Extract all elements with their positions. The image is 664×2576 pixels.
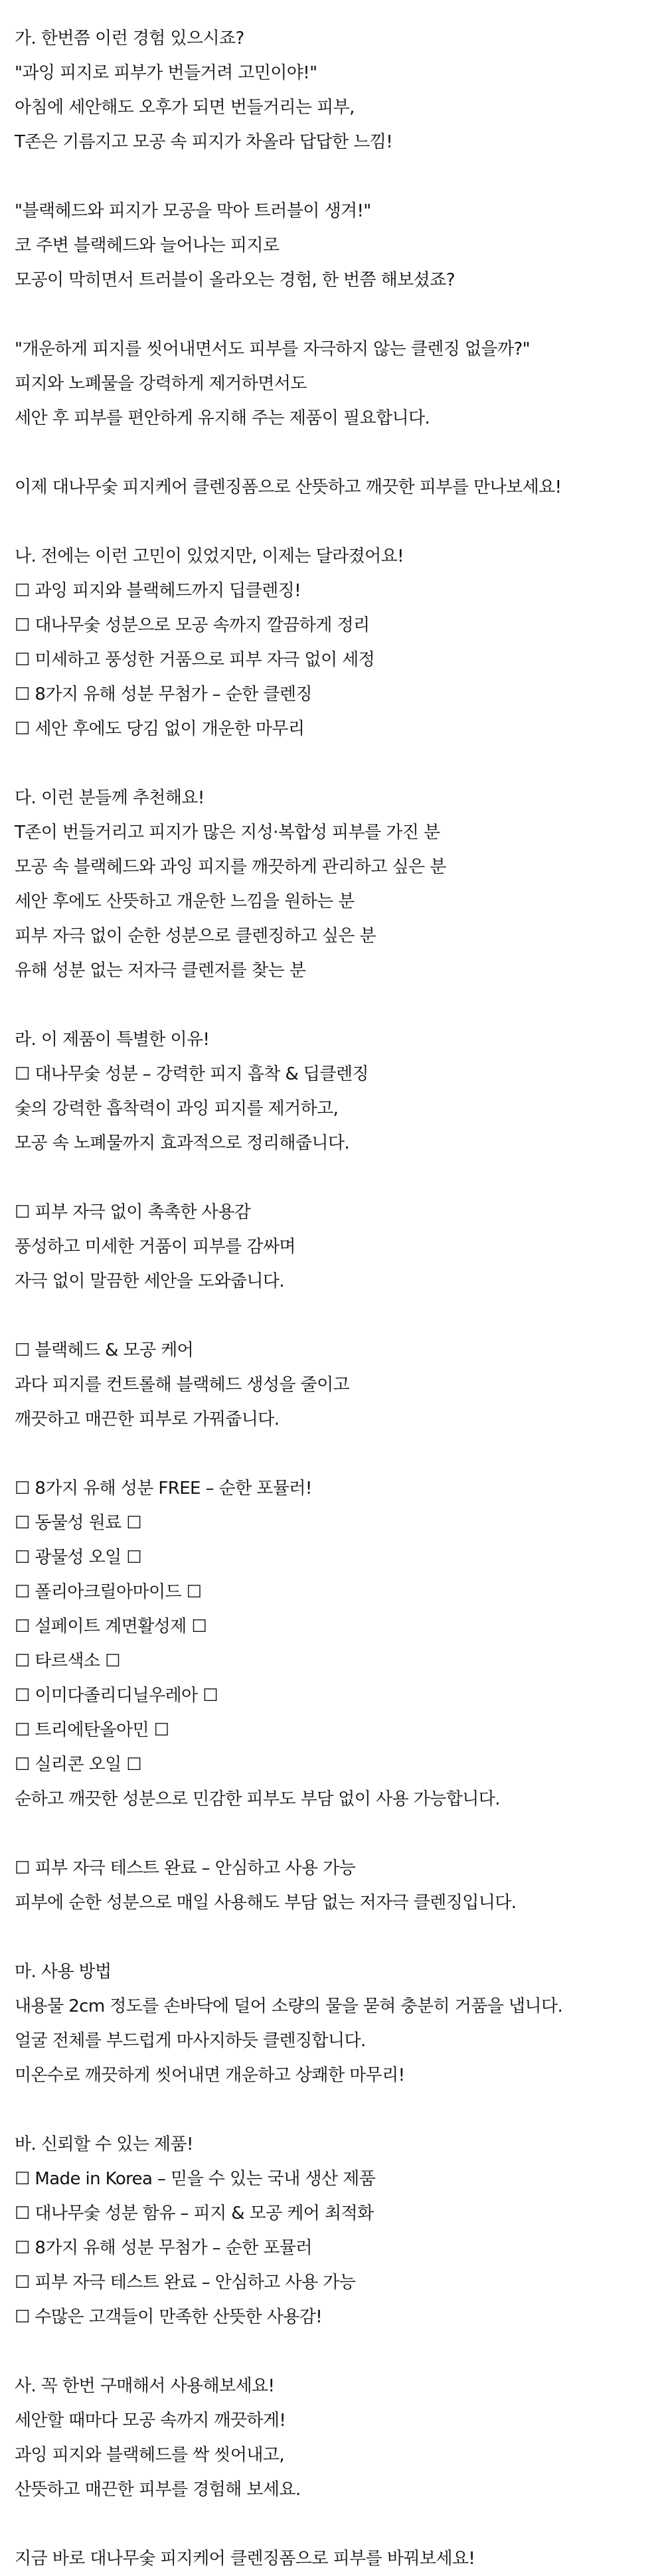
section-blackhead-concern [15,194,649,297]
text-line: 모공 속 노폐물까지 효과적으로 정리해줍니다. [15,1133,350,1153]
ingredient-item: ☐ 실리콘 오일 ☐ [15,1755,141,1775]
spacer [15,297,649,332]
checkbox-item: ☐ 블랙헤드 & 모공 케어 [15,1340,194,1360]
section-heading: 나. 전에는 이런 고민이 있었지만, 이제는 달라졌어요! [15,546,404,566]
checkbox-item: ☐ 미세하고 풍성한 거품으로 피부 자극 없이 세정 [15,650,375,670]
ingredient-item: ☐ 설페이트 계면활성제 ☐ [15,1617,207,1637]
text-line: 피부에 순한 성분으로 매일 사용해도 부담 없는 저자극 클렌징입니다. [15,1893,517,1913]
closing-line: 지금 바로 대나무숯 피지케어 클렌징폼으로 피부를 바꿔보세요! [15,2549,475,2569]
checkbox-item: ☐ 8가지 유해 성분 FREE – 순한 포뮬러! [15,1479,312,1498]
section-gentle-feel [15,1195,649,1299]
spacer [15,746,649,781]
text-line: 숯의 강력한 흡착력이 과잉 피지를 제거하고, [15,1099,339,1119]
section-harmful-free [15,1471,649,1816]
checkbox-item: ☐ 8가지 유해 성분 무첨가 – 순한 클렌징 [15,684,312,704]
section-pore-care [15,1333,649,1437]
section-heading: 바. 신뢰할 수 있는 제품! [15,2134,193,2154]
section-closing [15,2541,649,2576]
section-heading: 다. 이런 분들께 추천해요! [15,788,205,808]
spacer [15,1920,649,1955]
section-heading: 마. 사용 방법 [15,1962,112,1982]
text-line: 세안 후 피부를 편안하게 유지해 주는 제품이 필요합니다. [15,408,430,428]
spacer [15,2507,649,2541]
quote-line: "블랙헤드와 피지가 모공을 막아 트러블이 생겨!" [15,201,371,221]
text-line: 모공이 막히면서 트러블이 올라오는 경험, 한 번쯤 해보셨죠? [15,270,455,290]
section-skin-test [15,1851,649,1920]
section-intro-cta [15,470,649,505]
text-line: 세안할 때마다 모공 속까지 깨끗하게! [15,2411,286,2431]
text-line: 모공 속 블랙헤드와 과잉 피지를 깨끗하게 관리하고 싶은 분 [15,857,446,877]
checkbox-item: ☐ Made in Korea – 믿을 수 있는 국내 생산 제품 [15,2169,376,2189]
text-line: 산뜻하고 매끈한 피부를 경험해 보세요. [15,2480,301,2500]
ingredient-item: ☐ 트리에탄올아민 ☐ [15,1720,169,1740]
text-line: 풍성하고 미세한 거품이 피부를 감싸며 [15,1237,295,1257]
text-line: T존이 번들거리고 피지가 많은 지성·복합성 피부를 가진 분 [15,823,440,843]
section-experience [15,21,649,159]
spacer [15,1161,649,1195]
checkbox-item: ☐ 과잉 피지와 블랙헤드까지 딥클렌징! [15,581,301,601]
spacer [15,1437,649,1471]
ingredient-item: ☐ 동물성 원료 ☐ [15,1513,141,1533]
checkbox-item: ☐ 피부 자극 없이 촉촉한 사용감 [15,1202,251,1222]
ingredient-item: ☐ 이미다졸리디닐우레아 ☐ [15,1686,218,1706]
section-gentle-cleansing-concern [15,332,649,436]
checkbox-item: ☐ 세안 후에도 당김 없이 개운한 마무리 [15,719,305,739]
ingredient-item: ☐ 광물성 오일 ☐ [15,1548,141,1568]
text-line: 자극 없이 말끔한 세안을 도와줍니다. [15,1271,285,1291]
section-heading: 사. 꼭 한번 구매해서 사용해보세요! [15,2376,275,2396]
section-heading: 라. 이 제품이 특별한 이유! [15,1030,210,1050]
spacer [15,2334,649,2369]
quote-line: "과잉 피지로 피부가 번들거려 고민이야!" [15,63,317,83]
text-line: 미온수로 깨끗하게 씻어내면 개운하고 상쾌한 마무리! [15,2065,405,2085]
spacer [15,436,649,470]
spacer [15,1816,649,1851]
text-line: T존은 기름지고 모공 속 피지가 차올라 답답한 느낌! [15,132,393,152]
spacer [15,1299,649,1333]
text-line: 내용물 2cm 정도를 손바닥에 덜어 소량의 물을 묻혀 충분히 거품을 냅니다. [15,1996,563,2016]
text-line: 과잉 피지와 블랙헤드를 싹 씻어내고, [15,2445,285,2465]
checkbox-item: ☐ 피부 자극 테스트 완료 – 안심하고 사용 가능 [15,1858,356,1878]
section-how-to-use [15,1955,649,2093]
checkbox-item: ☐ 대나무숯 성분 – 강력한 피지 흡착 & 딥클렌징 [15,1064,369,1084]
text-line: 피부 자극 없이 순한 성분으로 클렌징하고 싶은 분 [15,926,376,946]
section-trust [15,2127,649,2334]
section-recommended-for [15,781,649,988]
text-line: 코 주변 블랙헤드와 늘어나는 피지로 [15,236,280,256]
section-heading: 가. 한번쯤 이런 경험 있으시죠? [15,29,244,48]
checkbox-item: ☐ 피부 자극 테스트 완료 – 안심하고 사용 가능 [15,2273,356,2293]
text-line: 세안 후에도 산뜻하고 개운한 느낌을 원하는 분 [15,892,355,912]
checkbox-item: ☐ 8가지 유해 성분 무첨가 – 순한 포뮬러 [15,2238,312,2258]
spacer [15,988,649,1022]
checkbox-item: ☐ 대나무숯 성분 함유 – 피지 & 모공 케어 최적화 [15,2204,374,2223]
text-line: 깨끗하고 매끈한 피부로 가꿔줍니다. [15,1409,280,1429]
section-before-after [15,539,649,746]
section-buy-recommendation [15,2369,649,2507]
text-line: 순하고 깨끗한 성분으로 민감한 피부도 부담 없이 사용 가능합니다. [15,1789,500,1809]
ingredient-item: ☐ 폴리아크릴아마이드 ☐ [15,1582,202,1602]
spacer [15,159,649,194]
text-line: 피지와 노폐물을 강력하게 제거하면서도 [15,374,307,394]
quote-line: "개운하게 피지를 씻어내면서도 피부를 자극하지 않는 클렌징 없을까?" [15,339,531,359]
checkbox-item: ☐ 대나무숯 성분으로 모공 속까지 깔끔하게 정리 [15,615,370,635]
spacer [15,505,649,539]
text-line: 아침에 세안해도 오후가 되면 번들거리는 피부, [15,98,355,118]
section-special-reasons [15,1022,649,1161]
text-line: 유해 성분 없는 저자극 클렌저를 찾는 분 [15,961,306,981]
spacer [15,2093,649,2127]
text-line: 과다 피지를 컨트롤해 블랙헤드 생성을 줄이고 [15,1375,350,1395]
ingredient-item: ☐ 타르색소 ☐ [15,1651,120,1671]
checkbox-item: ☐ 수많은 고객들이 만족한 산뜻한 사용감! [15,2307,323,2327]
text-line: 얼굴 전체를 부드럽게 마사지하듯 클렌징합니다. [15,2031,366,2051]
intro-line: 이제 대나무숯 피지케어 클렌징폼으로 산뜻하고 깨끗한 피부를 만나보세요! [15,477,562,497]
